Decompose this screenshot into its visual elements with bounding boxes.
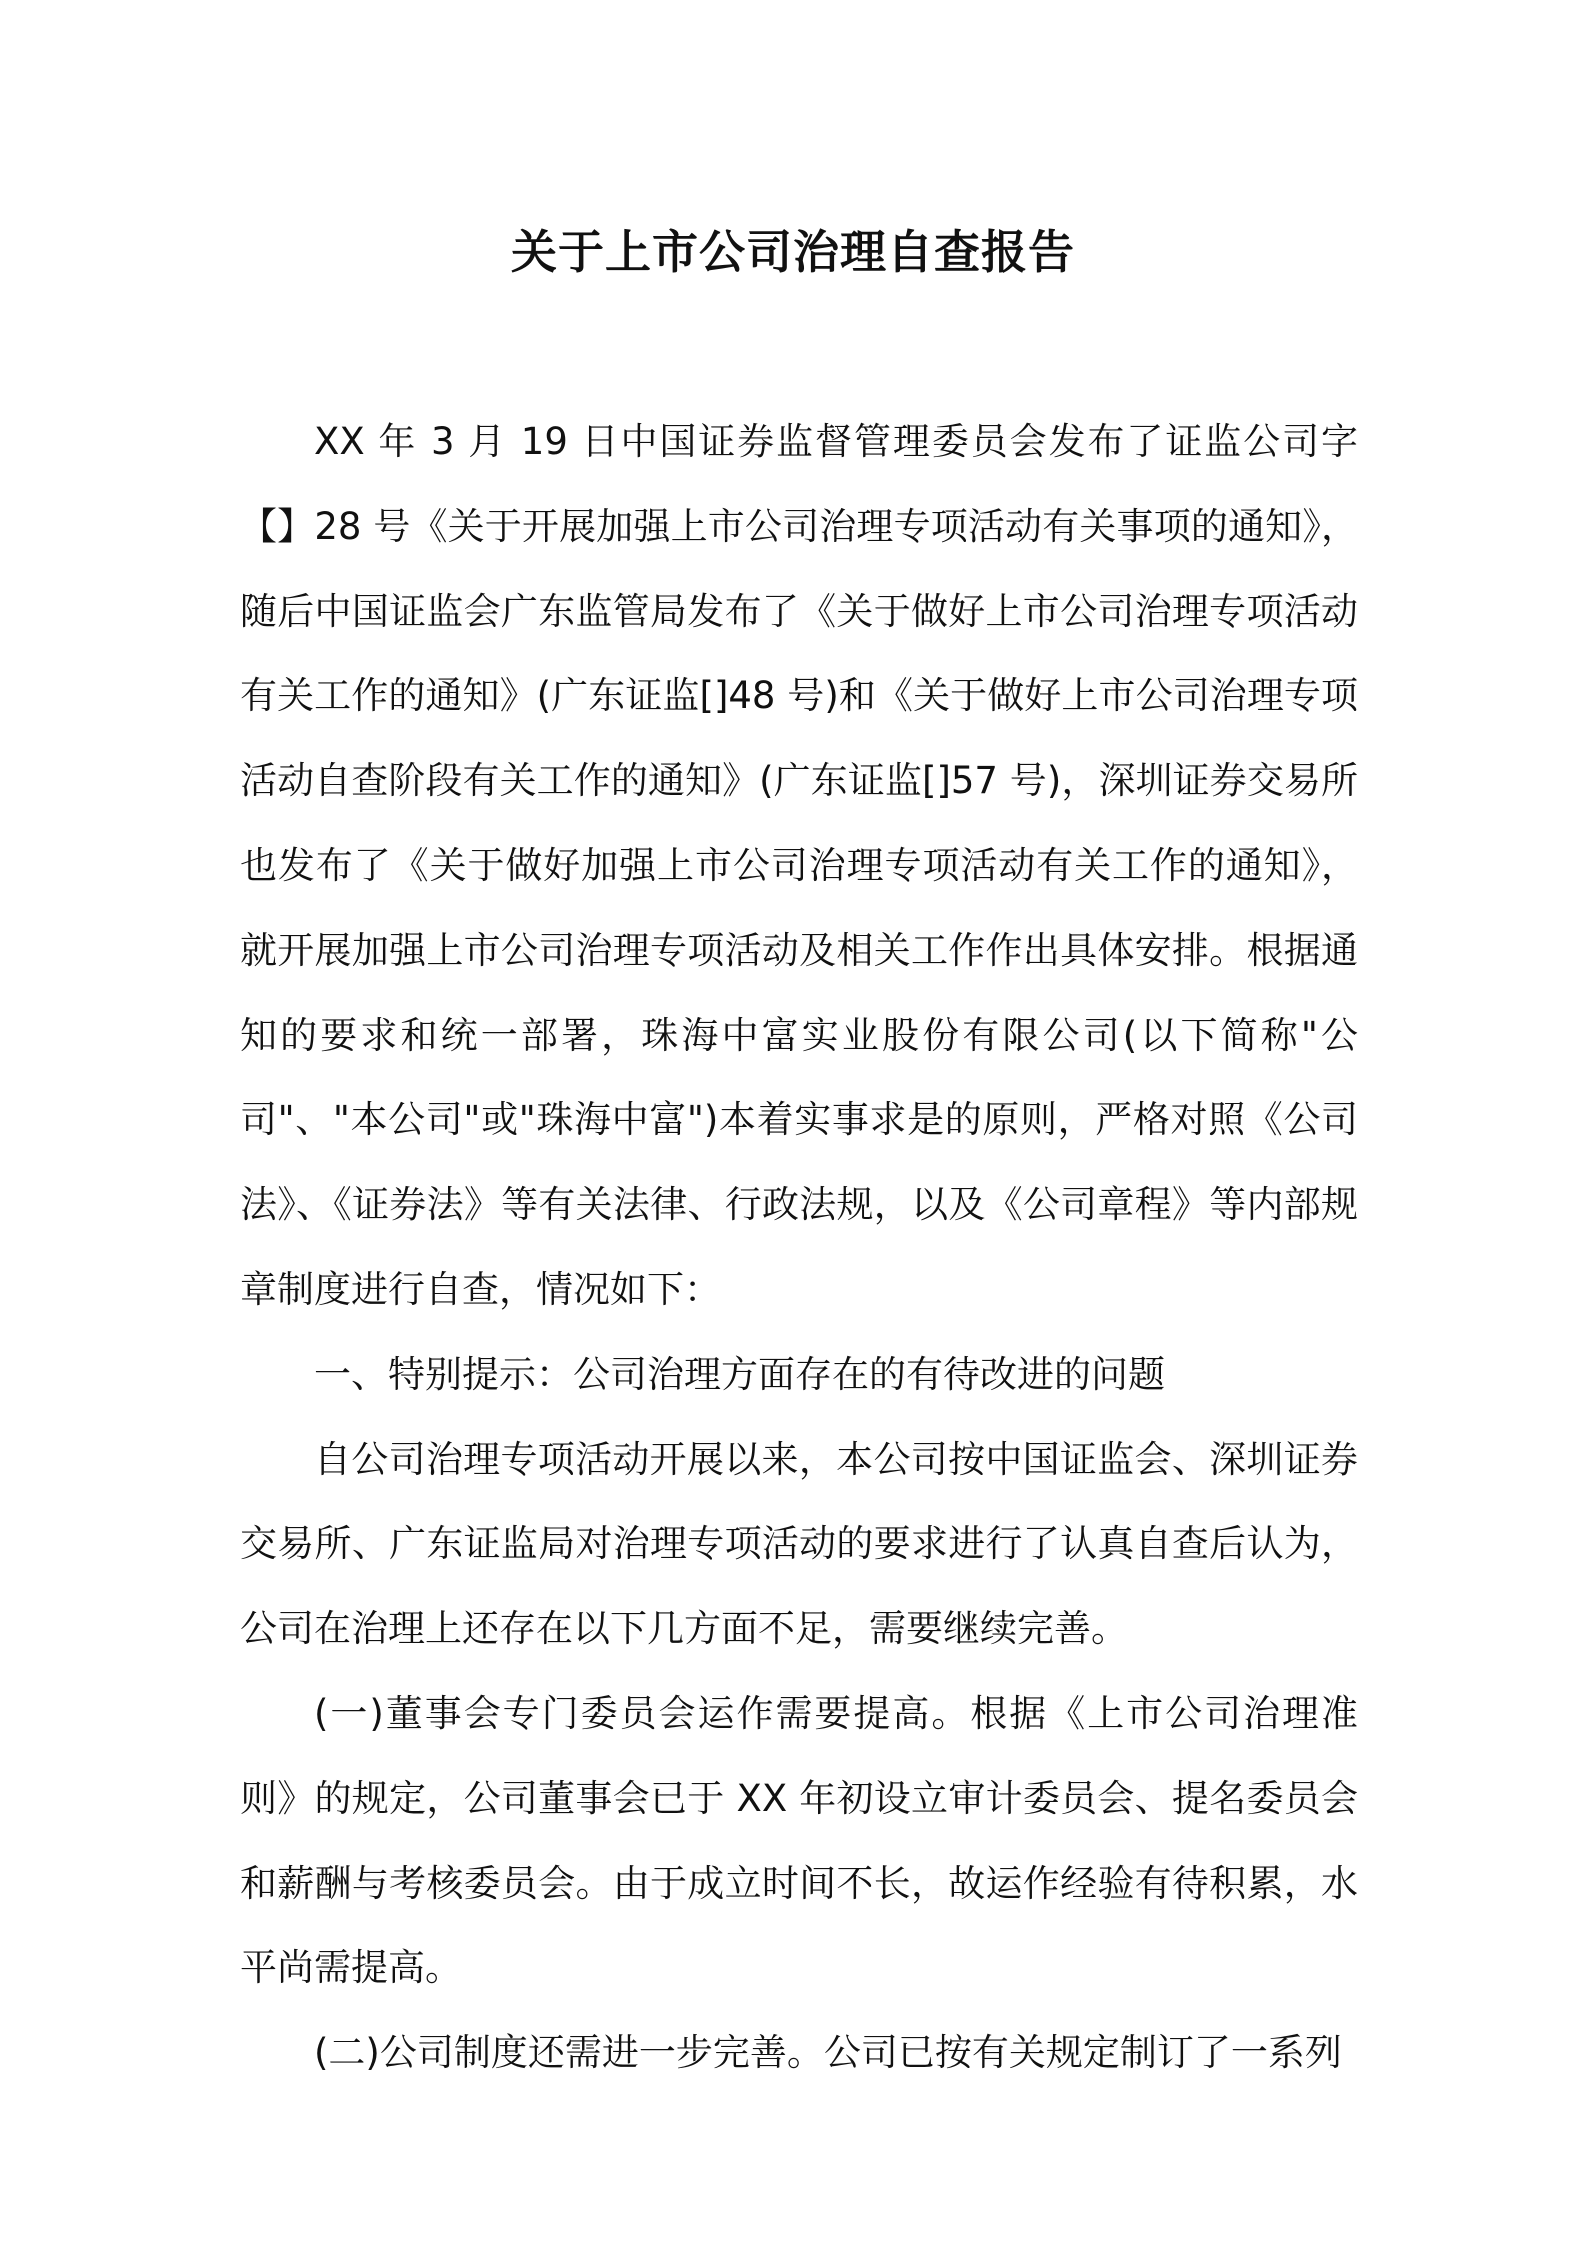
paragraph-issue-one: (一)董事会专门委员会运作需要提高。根据《上市公司治理准则》的规定，公司董事会已于 XX 年初设立审计委员会、提名委员会和薪酬与考核委员会。由于成立时间不长，故运作经验有待积累，水平尚需提高。 [240,1691,1358,1990]
paragraph-self-check-summary: 自公司治理专项活动开展以来，本公司按中国证监会、深圳证券交易所、广东证监局对治理专项活动的要求进行了认真自查后认为，公司在治理上还存在以下几方面不足，需要继续完善。 [240,1437,1358,1651]
paragraph-intro: XX 年 3 月 19 日中国证券监督管理委员会发布了证监公司字【】28 号《关于开展加强上市公司治理专项活动有关事项的通知》，随后中国证监会广东监管局发布了《关于做好上市公司治理专项活动有关工作的通知》(广东证监[]48 号)和《关于做好上市公司治理专项活动自查阶段有关工作的通知》(广东证监[]57 号)，深圳证券交易所也发布了《关于做好加强上市公司治理专项活动有关工作的通知》，就开展加强上市公司治理专项活动及相关工作作出具体安排。根据通知的要求和统一部署，珠海中富实业股份有限公司(以下简称"公司"、"本公司"或"珠海中富")本着实事求是的原则，严格对照《公司法》、《证券法》等有关法律、行政法规，以及《公司章程》等内部规章制度进行自查，情况如下： [240,420,1358,1311]
paragraph-section-heading: 一、特别提示：公司治理方面存在的有待改进的问题 [314,1352,1165,1396]
document-body [240,400,1358,2096]
document-title: 关于上市公司治理自查报告 [511,225,1075,279]
paragraph-issue-two: (二)公司制度还需进一步完善。公司已按有关规定制订了一系列 [314,2031,1342,2075]
